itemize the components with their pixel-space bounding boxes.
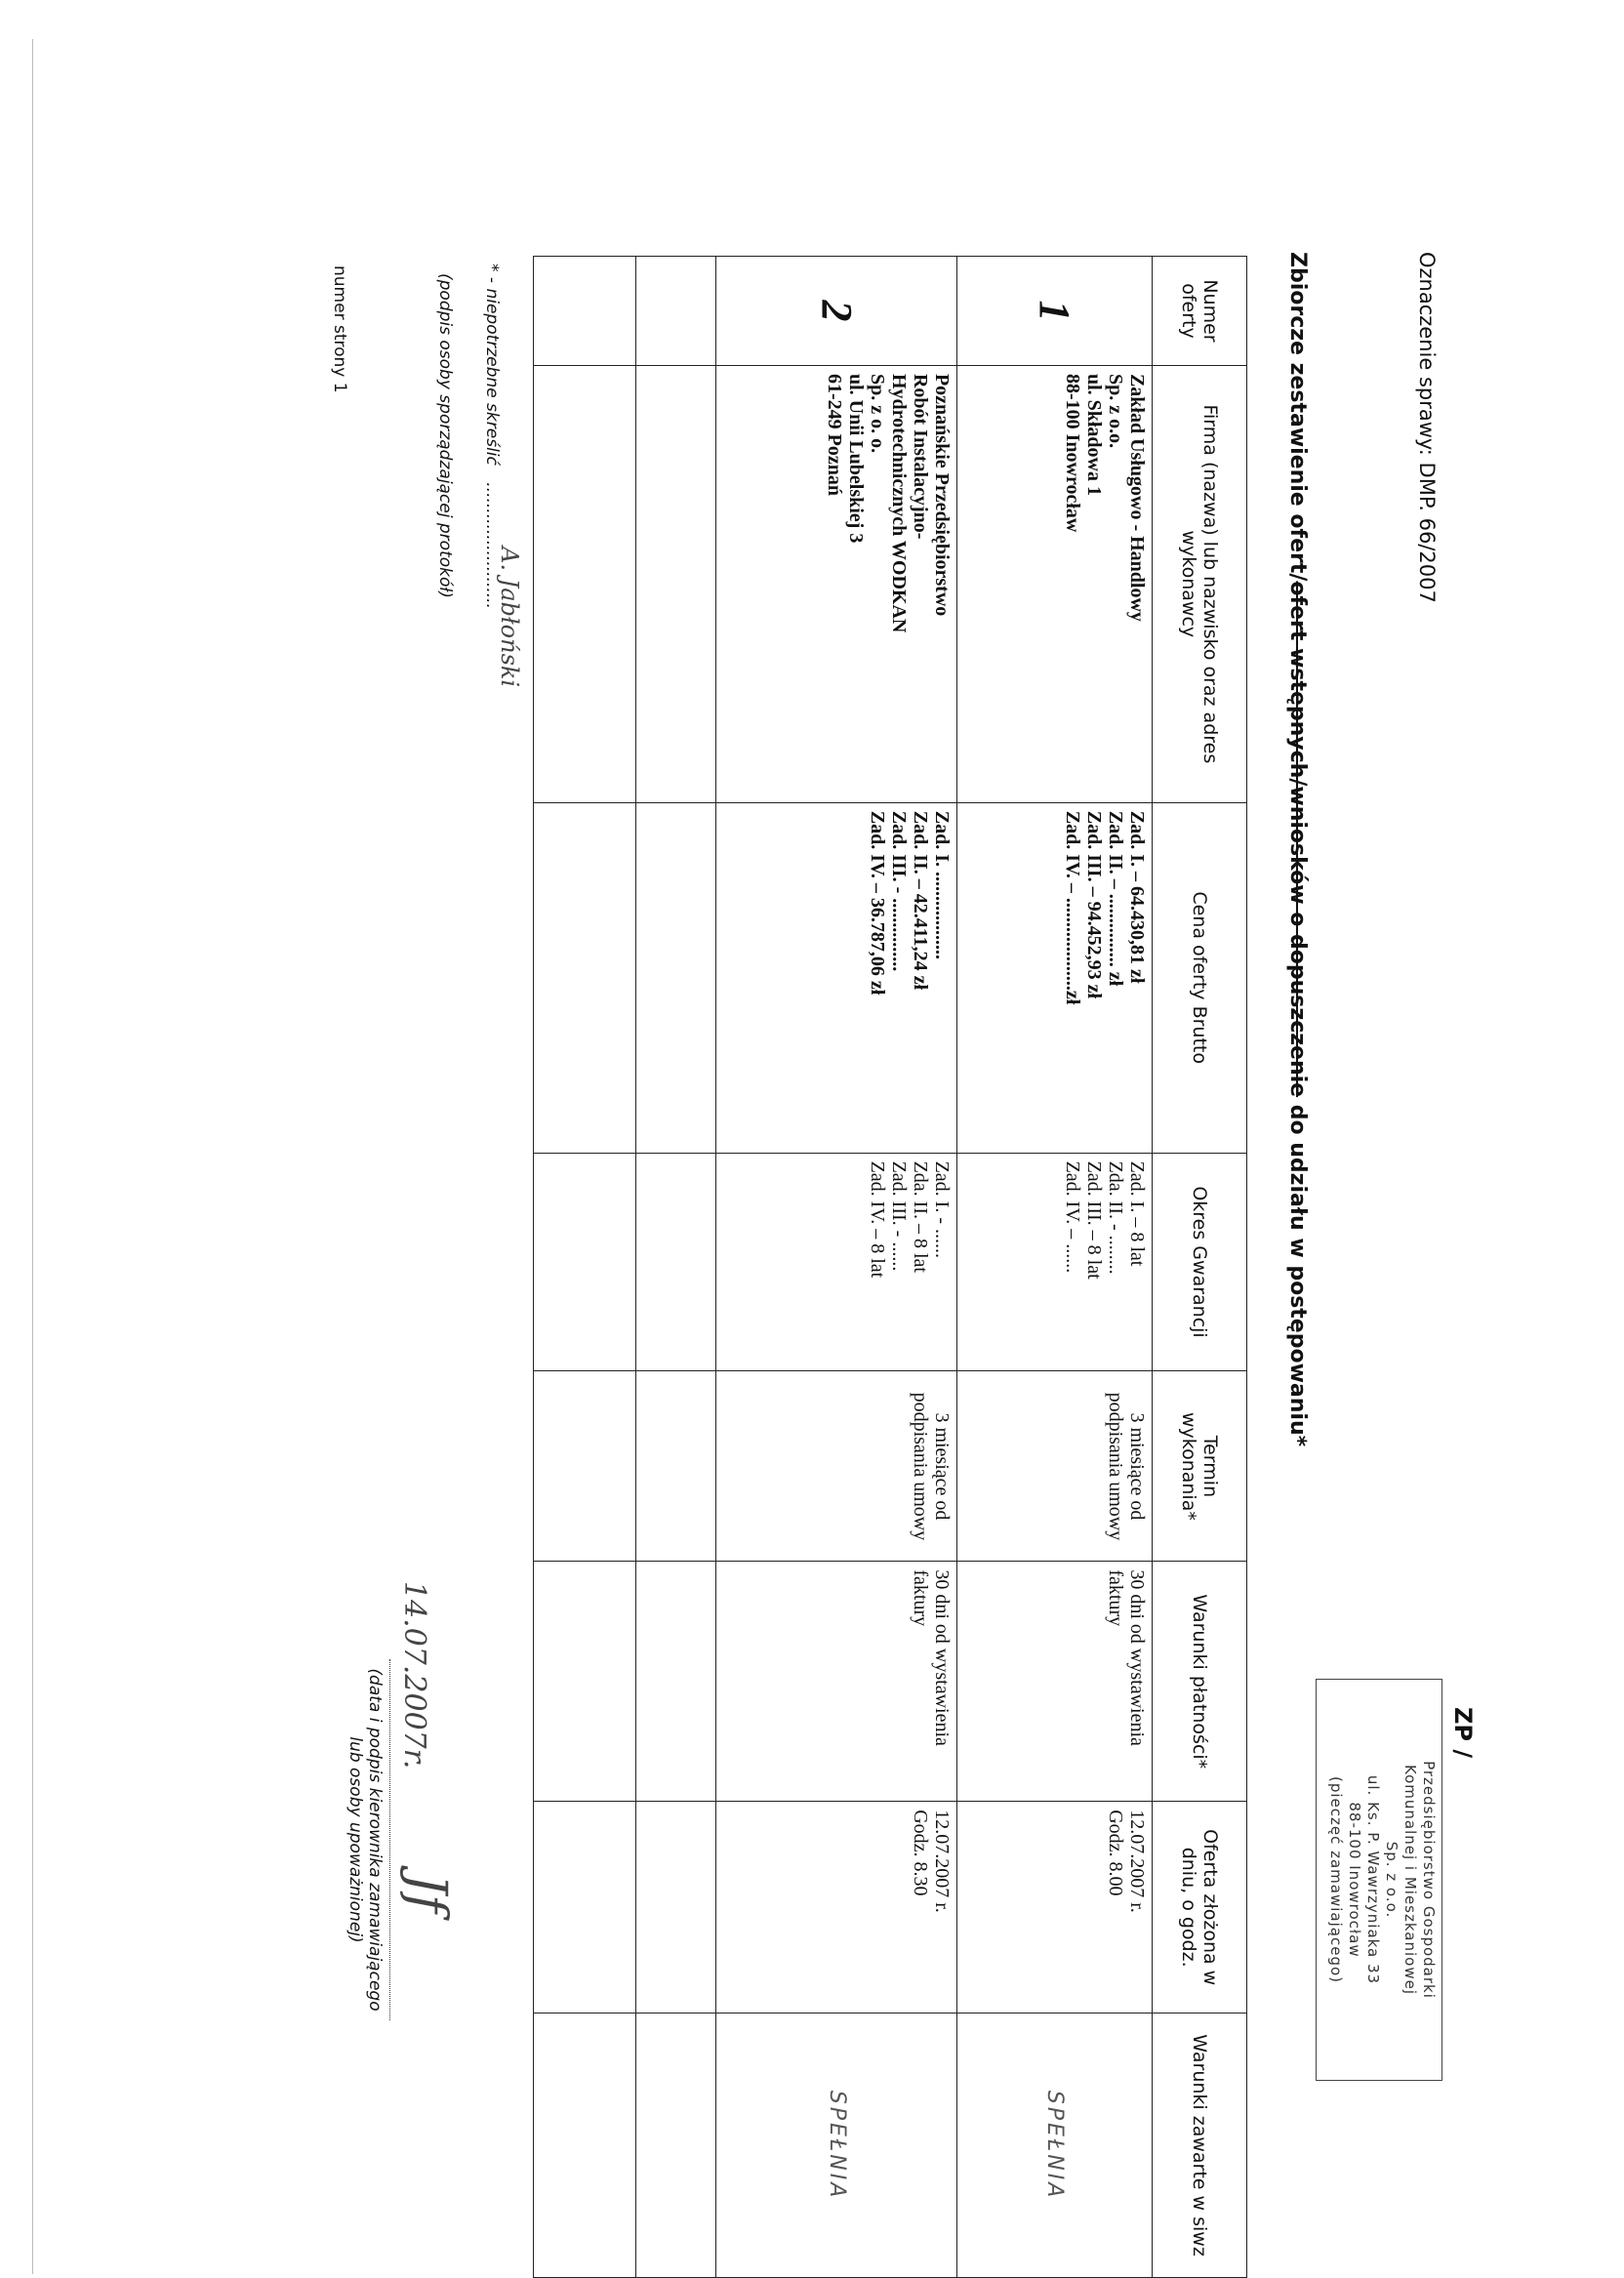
manager-caption-line: lub osoby upoważnionej) <box>345 1736 365 1943</box>
price-line: Zad. II. – ............... zł <box>1105 810 1126 987</box>
price-line: Zad. I. – 64.430,81 zł <box>1126 810 1148 984</box>
empty-row <box>636 257 716 2278</box>
stamp-line: 88-100 Inowrocław <box>1346 1802 1363 1958</box>
table-header-row <box>1153 257 1247 2278</box>
term-cell: 3 miesiące od podpisania umowy <box>957 1371 1153 1562</box>
contracting-authority-stamp <box>1316 1679 1477 2081</box>
signature-line <box>389 1659 390 2020</box>
warranty-cell <box>716 1153 957 1371</box>
header-submitted: Oferta złożona w dniu, o godz. <box>1153 1802 1247 2014</box>
stamp-line: Przedsiębiorstwo Gospodarki <box>1420 1761 1438 1999</box>
handwritten-date: 14.07.2007r. <box>397 1581 431 1770</box>
header-term: Termin wykonania* <box>1153 1371 1247 1562</box>
stamp-text <box>1326 1689 1438 2070</box>
firm-line: ul. Unii Lubelskiej 3 <box>845 373 867 544</box>
submitted-time: Godz. 8.00 <box>1105 1810 1126 1896</box>
price-line: Zad. IV. – ...................zł <box>1062 810 1083 1005</box>
offer-number: 2 <box>716 257 957 366</box>
stamp-line: (pieczęć zamawiającego) <box>1327 1775 1345 1984</box>
title-start: Zbiorcze zestawienie ofert/ <box>1285 252 1310 582</box>
payment-cell: 30 dni od wystawienia faktury <box>716 1562 957 1802</box>
conditions-handwritten: SPEŁNIA <box>957 2014 1153 2278</box>
firm-line: Sp. z o. o. <box>867 373 888 454</box>
header-conditions: Warunki zawarte w siwz <box>1153 2014 1247 2278</box>
empty-row <box>534 257 636 2278</box>
submitted-cell <box>716 1802 957 2014</box>
price-line: Zad. IV. – 36.787,06 zł <box>867 810 888 996</box>
warranty-line: Zad. IV. – 8 lat <box>867 1160 888 1279</box>
stamp-line: ul. Ks. P. Wawrzyniaka 33 <box>1364 1774 1382 1985</box>
manager-caption <box>345 1659 385 2020</box>
document-title <box>1285 252 1310 1446</box>
offers-table <box>533 256 1247 2278</box>
warranty-line: Zda. II. - ........ <box>1105 1160 1126 1275</box>
firm-line: Hydrotechnicznych WODKAN <box>888 373 910 633</box>
price-line: Zad. III. – 94.452,93 zł <box>1083 810 1105 998</box>
warranty-line: Zda. II. – 8 lat <box>910 1160 931 1273</box>
firm-cell <box>716 365 957 802</box>
term-cell: 3 miesiące od podpisania umowy <box>716 1371 957 1562</box>
conditions-handwritten: SPEŁNIA <box>716 2014 957 2278</box>
warranty-line: Zad. I. - ...... <box>931 1160 953 1258</box>
scan-edge-line <box>32 39 33 2274</box>
submitted-time: Godz. 8.30 <box>910 1810 931 1896</box>
header-payment: Warunki płatności* <box>1153 1562 1247 1802</box>
warranty-line: Zad. III. - ...... <box>888 1160 910 1272</box>
footnote-text: * - niepotrzebne skreślić <box>482 264 502 466</box>
title-struck-text: ofert wstępnych/wniosków o dopuszczenie <box>1285 581 1310 1098</box>
firm-line: Poznańskie Przedsiębiorstwo <box>931 373 953 617</box>
firm-line: Robót Instalacyjno- <box>910 373 931 540</box>
submitted-cell <box>957 1802 1153 2014</box>
page-number: numer strony 1 <box>330 265 349 393</box>
manager-signature: Jf <box>398 1874 457 1914</box>
price-line: Zad. III. - ............... <box>888 810 910 972</box>
stamp-line: Sp. z o.o. <box>1383 1841 1401 1919</box>
price-cell <box>957 802 1153 1153</box>
table-row <box>716 257 957 2278</box>
price-line: Zad. I. .................. <box>931 810 953 959</box>
warranty-line: Zad. I. – 8 lat <box>1126 1160 1148 1267</box>
firm-line: 88-100 Inowrocław <box>1062 373 1083 533</box>
header-warranty: Okres Gwarancji <box>1153 1153 1247 1371</box>
price-cell <box>716 802 957 1153</box>
offer-number: 1 <box>957 257 1153 366</box>
footnote: * - niepotrzebne skreślić ........................ <box>482 264 502 609</box>
preparer-signature: A. Jabłoński <box>496 547 523 688</box>
warranty-line: Zad. III. – 8 lat <box>1083 1160 1105 1280</box>
header-firm: Firma (nazwa) lub nazwisko oraz adres wykonawcy <box>1153 365 1247 802</box>
submitted-date: 12.07.2007 r. <box>1126 1810 1148 1913</box>
submitted-date: 12.07.2007 r. <box>931 1810 953 1913</box>
firm-cell <box>957 365 1153 802</box>
firm-line: Zakład Usługowo - Handlowy <box>1126 373 1148 622</box>
price-line: Zad. II. – 42.411,24 zł <box>910 810 931 991</box>
preparer-caption: (podpis osoby sporządzającej protokół) <box>435 273 455 598</box>
case-number: Oznaczenie sprawy: DMP. 66/2007 <box>1415 252 1439 603</box>
firm-line: 61-249 Poznań <box>824 373 845 496</box>
firm-line: Sp. z o.o. <box>1105 373 1126 449</box>
warranty-cell <box>957 1153 1153 1371</box>
table-row <box>957 257 1153 2278</box>
header-price: Cena oferty Brutto <box>1153 802 1247 1153</box>
payment-cell: 30 dni od wystawienia faktury <box>957 1562 1153 1802</box>
manager-caption-line: (data i podpis kierownika zamawiającego <box>365 1668 385 2012</box>
stamp-line: Komunalnej i Mieszkaniowej <box>1401 1764 1419 1995</box>
title-end: do udziału w postępowaniu* <box>1285 1097 1310 1447</box>
firm-line: ul. Składowa 1 <box>1083 373 1105 497</box>
stamp-zp: ZP / <box>1449 1707 1477 1759</box>
warranty-line: Zad. IV. – ...... <box>1062 1160 1083 1274</box>
header-offer-number: Numer oferty <box>1153 257 1247 366</box>
